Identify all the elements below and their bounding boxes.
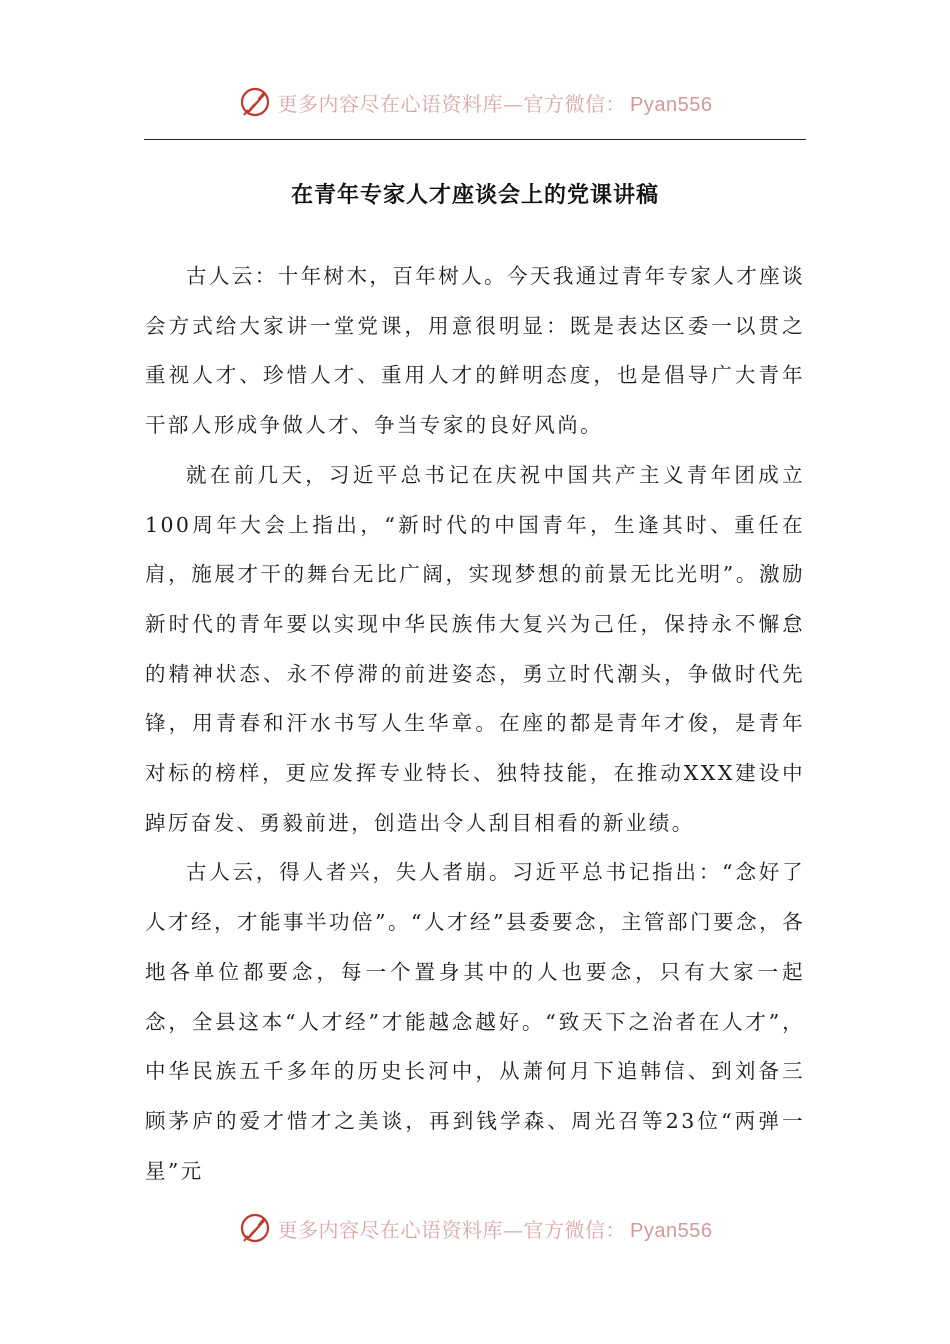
- header-banner-label: 更多内容尽在心语资料库—官方微信：: [277, 91, 627, 116]
- footer-banner-text: [278, 1214, 713, 1243]
- header-wechat-id: Pyan556: [630, 93, 713, 116]
- quill-logo-icon: [238, 85, 272, 119]
- quill-logo-icon: [238, 1211, 272, 1245]
- footer-banner-label: 更多内容尽在心语资料库—官方微信：: [277, 1217, 627, 1242]
- document-title: 在青年专家人才座谈会上的党课讲稿: [290, 183, 659, 208]
- footer-banner: [0, 1208, 950, 1248]
- header-banner-text: [278, 88, 713, 117]
- document-body: [145, 252, 805, 1196]
- paragraph-2: 就在前几天，习近平总书记在庆祝中国共产主义青年团成立100周年大会上指出，“新时代的中国青年，生逢其时、重任在肩，施展才干的舞台无比广阔，实现梦想的前景无比光明”。激励新时代的青年要以实现中华民族伟大复兴为己任，保持永不懈怠的精神状态、永不停滞的前进姿态，勇立时代潮头，争做时代先锋，用青春和汗水书写人生华章。在座的都是青年才俊，是青年对标的榜样，更应发挥专业特长、独特技能，在推动XXX建设中踔厉奋发、勇毅前进，创造出令人刮目相看的新业绩。: [145, 462, 805, 835]
- paragraph-1: 古人云：十年树木，百年树人。今天我通过青年专家人才座谈会方式给大家讲一堂党课，用意很明显：既是表达区委一以贯之重视人才、珍惜人才、重用人才的鲜明态度，也是倡导广大青年干部人形成争做人才、争当专家的良好风尚。: [145, 264, 805, 438]
- footer-wechat-id: Pyan556: [630, 1219, 713, 1242]
- header-divider: [144, 139, 806, 140]
- paragraph-3: 古人云，得人者兴，失人者崩。习近平总书记指出：“念好了人才经，才能事半功倍”。“人才经”县委要念，主管部门要念，各地各单位都要念，每一个置身其中的人也要念，只有大家一起念，全县这本“人才经”才能越念越好。“致天下之治者在人才”，中华民族五千多年的历史长河中，从萧何月下追韩信、到刘备三顾茅庐的爱才惜才之美谈，再到钱学森、周光召等23位“两弹一星”元: [145, 860, 805, 1183]
- header-banner: [0, 82, 950, 122]
